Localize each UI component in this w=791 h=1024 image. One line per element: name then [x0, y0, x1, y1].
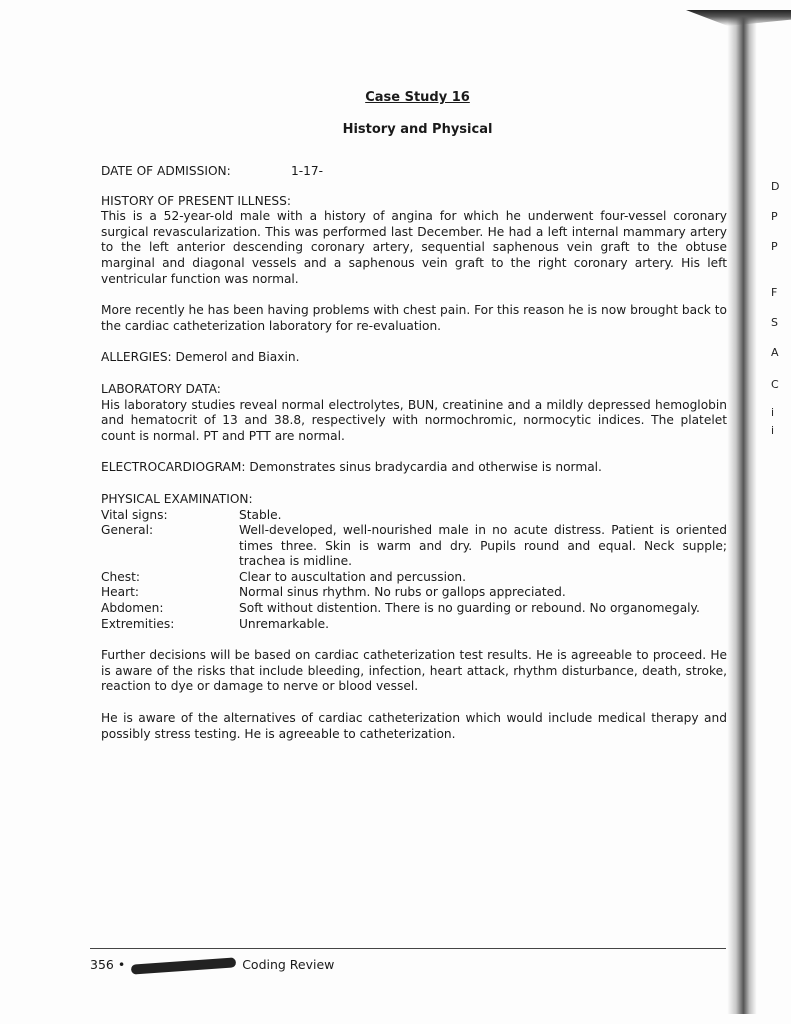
- physical-exam-section: [101, 492, 727, 632]
- ecg-line: ELECTROCARDIOGRAM: Demonstrates sinus bradycardia and otherwise is normal.: [101, 460, 602, 475]
- pe-value-abdomen: Soft without distention. There is no guarding or rebound. No organomegaly.: [239, 601, 700, 616]
- edge-letter: F: [771, 286, 778, 299]
- edge-letter: S: [771, 316, 778, 329]
- pe-label-general: General:: [101, 523, 154, 538]
- hpi-section: [101, 194, 727, 288]
- edge-letter: C: [771, 378, 779, 391]
- pe-label-vitals: Vital signs:: [101, 507, 168, 522]
- pe-value-vitals: Stable.: [239, 507, 282, 522]
- pe-label-heart: Heart:: [101, 585, 140, 600]
- lab-section: [101, 382, 727, 444]
- pe-label-abdomen: Abdomen:: [101, 601, 164, 616]
- page-number: 356 •: [90, 957, 126, 972]
- hpi-text: This is a 52-year-old male with a history of angina for which he underwent four-vessel coronary surgical revascularization. This was performed last December. He had a left internal mammary artery to the left anterior descending coronary artery, sequential saphenous vein graft to the obtuse marginal and diagonal vessels and a saphenous vein graft to the right coronary artery. His left ventricular function was normal.: [101, 209, 727, 286]
- decisions-paragraph: Further decisions will be based on cardiac catheterization test results. He is agreeable to proceed. He is aware of the risks that include bleeding, infection, heart attack, rhythm disturbance, death, stroke, reaction to dye or damage to nerve or blood vessel.: [101, 648, 727, 694]
- allergies-line: ALLERGIES: Demerol and Biaxin.: [101, 350, 300, 365]
- lab-heading: LABORATORY DATA:: [101, 381, 221, 396]
- pe-label-chest: Chest:: [101, 569, 140, 584]
- pe-value-chest: Clear to auscultation and percussion.: [239, 569, 467, 584]
- edge-letter: P: [771, 240, 778, 253]
- redaction-mark: [131, 957, 236, 974]
- edge-letter: P: [771, 210, 778, 223]
- edge-letter: D: [771, 180, 780, 193]
- physical-exam-table: [101, 508, 727, 633]
- lab-text: His laboratory studies reveal normal electrolytes, BUN, creatinine and a mildly depressed hemoglobin and hematocrit of 13 and 38.8, respectively with normochromic, normocytic indices. The platelet count is normal. PT and PTT are normal.: [101, 397, 727, 443]
- document-body: [101, 164, 727, 758]
- admission-label: DATE OF ADMISSION:: [101, 164, 231, 178]
- pe-value-heart: Normal sinus rhythm. No rubs or gallops appreciated.: [239, 585, 566, 600]
- hpi-heading: HISTORY OF PRESENT ILLNESS:: [101, 193, 291, 208]
- physical-exam-heading: PHYSICAL EXAMINATION:: [101, 491, 253, 506]
- recent-history-paragraph: More recently he has been having problems with chest pain. For this reason he is now brought back to the cardiac catheterization laboratory for re-evaluation.: [101, 303, 727, 333]
- page-footer: [90, 948, 726, 972]
- edge-letter: i: [771, 424, 775, 437]
- page-corner-shadow: [686, 10, 791, 26]
- pe-label-extremities: Extremities:: [101, 616, 175, 631]
- alternatives-paragraph: He is aware of the alternatives of cardiac catheterization which would include medical therapy and possibly stress testing. He is agreeable to catheterization.: [101, 711, 727, 741]
- admission-line: [101, 164, 727, 180]
- book-title: Coding Review: [242, 957, 335, 972]
- pe-value-general: Well-developed, well-nourished male in no acute distress. Patient is oriented times three. Skin is warm and dry. Pupils round and equal. Neck supple; trachea is midline.: [239, 523, 727, 569]
- edge-letter: i: [771, 406, 775, 419]
- pe-value-extremities: Unremarkable.: [239, 616, 330, 631]
- document-subtitle: History and Physical: [342, 122, 493, 137]
- edge-letter: A: [771, 346, 779, 359]
- case-study-title: Case Study 16: [365, 90, 470, 105]
- book-spine-shadow: [727, 10, 757, 1014]
- admission-date: 1-17-: [291, 164, 324, 178]
